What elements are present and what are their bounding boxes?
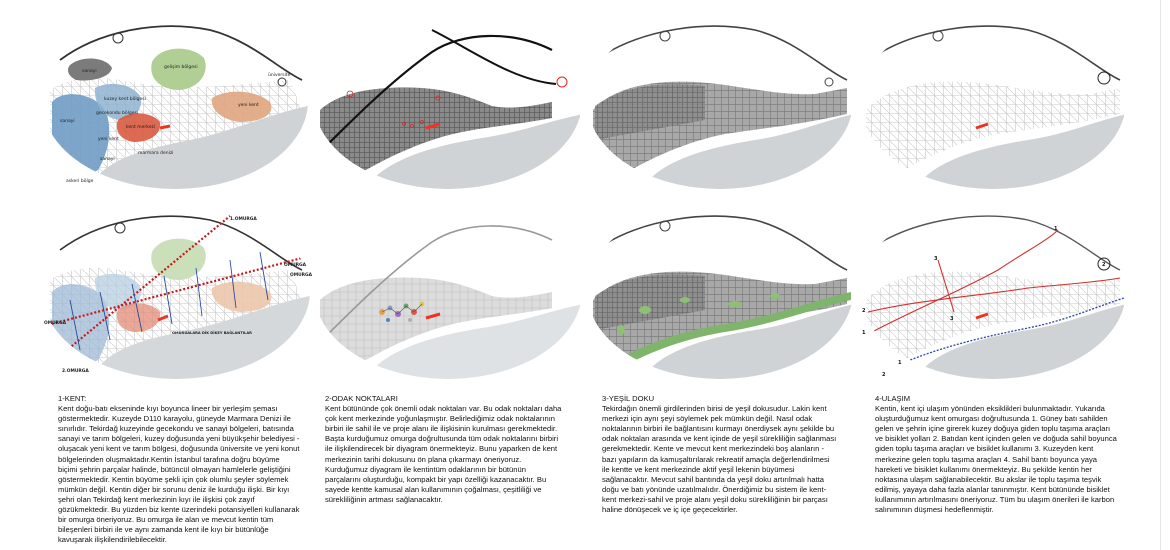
caption-ulasim-body: Kentin, kent içi ulaşım yönünden eksiklikleri bulunmaktadır. Yukarıda oluşturduğumuz kent omurgası doğrultusunda 1. Güney batı sahilden gelen ve şehrin içine girerek kuzey doğuya giden toplu taşıma araçları ve bisiklet yolları 2. Batıdan kent içinden gelen ve doğuda sahil boyunca giden toplu taşıma araçları ve bisiklet kullanımı 3. Kuzeyden kent merkezine gelen toplu taşıma araçları 4. Sahil bantı boyunca yaya hareketi ve bisiklet kullanımı önermekteyiz. Bu şekilde kentin her noktasına ulaşım sağlanabilecektir. Bu akslar ile toplu taşıma teşvik edilmiş, yayaya daha fazla alanlar tanınmıştır. Kent bütününde bisiklet kullanımının artırılmasını öneriyoruz. Tüm bu ulaşım önerileri ile karbon salınımının düşmesi hedeflenmiştir.: [875, 404, 1117, 515]
label-marmara: marmara denizi: [138, 151, 174, 156]
map-odak-diagram: [312, 200, 584, 382]
map-ulasim-base: [858, 10, 1128, 192]
caption-yesil: [602, 394, 837, 515]
map-odak-figure: [312, 10, 584, 192]
label-gecekondu: gecekondu bölgesi: [96, 111, 139, 116]
caption-ulasim-title: 4-ULAŞIM: [875, 394, 911, 403]
caption-odak-title: 2-ODAK NOKTALARI: [325, 394, 398, 403]
label-omurga-1: 1.OMURGA: [230, 217, 257, 222]
route-label-3-n: 3: [934, 256, 938, 262]
caption-odak-body: Kent bütününde çok önemli odak noktaları var. Bu odak noktaları daha çok kent merkezinde yoğunlaşmıştır. Belirlediğimiz odak noktalarının birbiri ile sahil ile ve proje alanı ile ilişkisinin kurulması gerekmektedir. Başta kurduğumuz omurga doğrultusunda tüm odak noktalarını birbiri ile ilişkilendirecek bir diyagram önermekteyiz. Bunu yaparken de kent merkezinin tarihi dokusunu ön plana çıkarmayı öneriyoruz. Kurduğumuz diyagram ile kentintüm odaklarının bir bütünün parçalarını oluşturduğu, kompakt bir yapı özelliği kazanacaktır. Bu sayede kentte kamusal alan kullanımının çoğalması, çeşitliliği ve sürekliliğinin artması sağlanacaktır.: [325, 404, 562, 504]
label-yeni-kent-e: yeni kent: [238, 103, 259, 108]
label-kuzey-kent: kuzey kent bölgesi: [104, 97, 146, 102]
map-ulasim-routes: [858, 200, 1128, 382]
map-yesil-green: [585, 200, 855, 382]
caption-odak: [325, 394, 563, 505]
caption-yesil-title: 3-YEŞİL DOKU: [602, 394, 655, 403]
map-omurga: [40, 200, 312, 382]
right-divider: [1160, 0, 1161, 550]
caption-ulasim: [875, 394, 1120, 515]
label-gelisim: gelişim bölgesi: [164, 65, 198, 70]
label-omurga-e: OMURGA: [284, 263, 307, 268]
route-label-2-w: 2: [862, 308, 866, 314]
route-label-1-sw: 1: [862, 330, 866, 336]
route-label-1-s: 1: [898, 360, 902, 366]
map-kent-zones: [40, 10, 310, 192]
route-label-3-s: 3: [950, 316, 954, 322]
map-yesil-figure: [585, 10, 855, 192]
caption-kent-title: 1-KENT:: [58, 394, 87, 403]
label-universite: üniversite: [268, 73, 291, 78]
label-omurga-2: 2.OMURGA: [62, 369, 89, 374]
route-label-2-e: 2: [1102, 262, 1106, 268]
label-yeni-kent-w: yeni kent: [98, 137, 119, 142]
caption-yesil-body: Tekirdağın önemli girdilerinden birisi de yeşil dokusudur. Lakin kent merkezi için aynı şeyi söylemek pek mümkün değil. Nasıl odak noktalarının birbiri ile bağlantısını kurmayı önerdiysek aynı şekilde bu odak noktaları arasında ve kent içinde de yeşil sürekliliğin sağlanması gerekmektedir. Kente ve mevcut kent merkezindeki boş alanların -bazı yapıların da kamuşaltırılarak rekreatif amaçla değerlendirilmesi ile kentte ve kent merkezinde aktif yeşil lekenin büyümesi sağlanacaktır. Mevcut sahil bantında da yeşil doku artırılmalı hatta doğu ve batı yönünde uzatılmalıdır. Önerdiğimiz bu sistem ile kent-kent merkezi-sahil ve proje alanı yeşil doku sürekliliğinin bir parçası haline dönüşecek ve iç içe geçecektirler.: [602, 404, 837, 515]
route-label-1-ne: 1: [1054, 226, 1058, 232]
caption-kent-body: Kent doğu-batı ekseninde kıyı boyunca lineer bir yerleşim şeması göstermektedir. Kuzeyde D110 karayolu, güneyde Marmara Denizi ile sınırlıdır. Tekirdağ kuzeyinde gecekondu ve sanayi bölgeleri, batısında sanayi ve tarım bölgeleri, kuzey doğusunda yeni büyükşehir belediyesi - oluşacak yeni kent ve tarım bölgesi, doğusunda üniversite ve yeni konut bölgelerinden oluşmaktadır.Kentin İstanbul tarafına doğru büyüme biçimi şehrin parçalar halinde, bütüncül olmayan hamlelerle geliştiğini göstermektedir. Kentin büyüme şekli için çok olumlu şeyler söylemek mümkün değil. Kentin diğer bir sorunu deniz ile kurduğu ilişki. Bir kıyı şehri olan Tekirdağ kent merkezinin kıyı ile ilişkisi çok zayıf gözükmektedir. Bu yüzden biz kente üzerindeki potansiyelleri kullanarak bir omurga öneriyoruz. Bu omurga ile alan ve mevcut kentin tüm bileşenleri birbiri ile ve aynı zamanda kent ile kıyı bir bütünlüğe kavuşarak ilişkilendirilebilecektir.: [58, 404, 300, 545]
label-sanayi-w: sanayi: [60, 119, 75, 124]
label-kent-merkezi: kent merkezi: [126, 125, 156, 130]
label-askeri: askeri bölge: [66, 179, 94, 184]
label-sanayi-nw: sanayi: [82, 69, 97, 74]
label-sanayi-s: sanayi: [100, 157, 115, 162]
label-dikey: OMURGALARA DİK DİKEY BAĞLANTILAR: [172, 331, 252, 335]
label-omurga-w: OMURGA: [44, 321, 67, 326]
route-label-2-s: 2: [882, 372, 886, 378]
label-omurga-ne: OMURGA: [290, 273, 312, 278]
caption-kent: [58, 394, 301, 545]
